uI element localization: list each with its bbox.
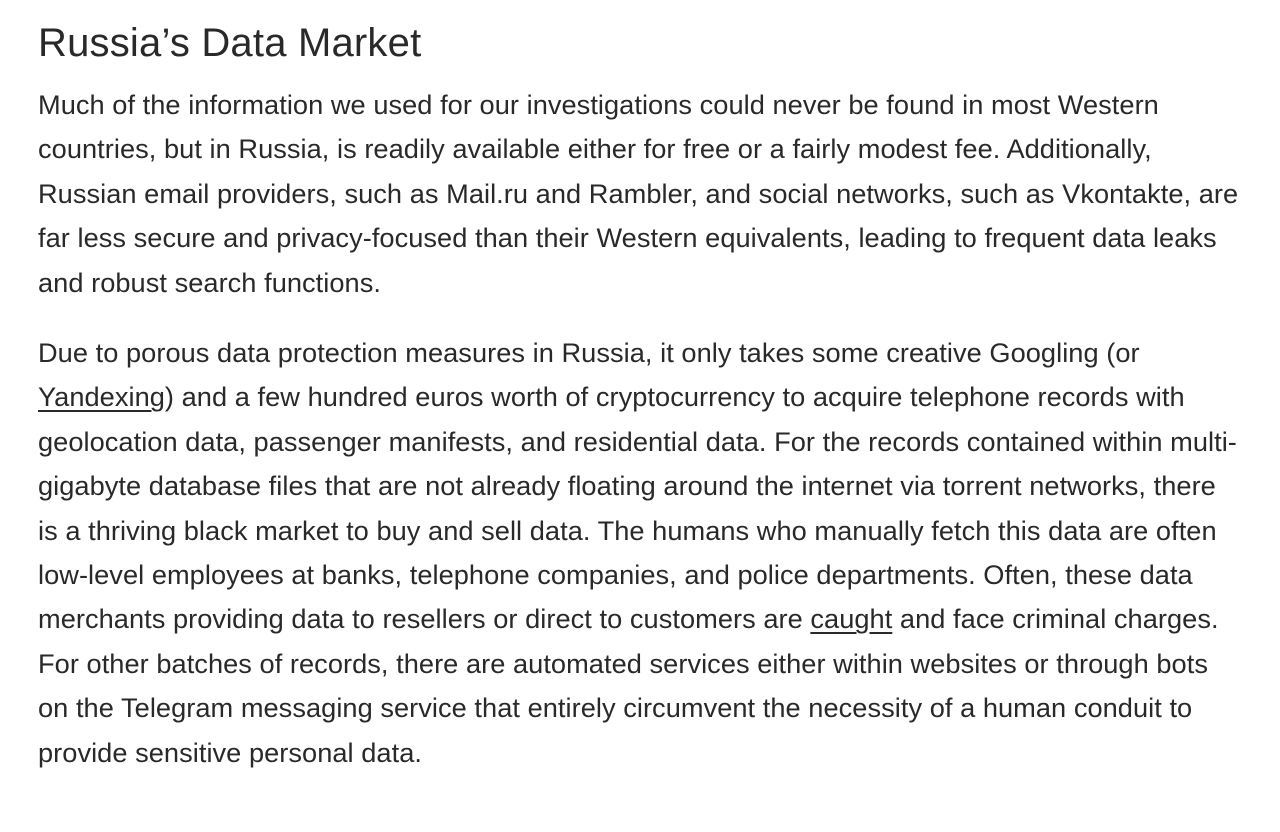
- paragraph-text-part: ) and a few hundred euros worth of cryptocurrency to acquire telephone records with geolocation data, passenger manifests, and residential data. For the records contained within multi-gigabyte database files that are not already floating around the internet via torrent networks, there is a thriving black market to buy and sell data. The humans who manually fetch this data are often low-level employees at banks, telephone companies, and police departments. Often, these data merchants providing data to resellers or direct to customers are: [38, 381, 1237, 635]
- paragraph-intro: Much of the information we used for our investigations could never be found in most Western countries, but in Russia, is readily available either for free or a fairly modest fee. Additionally, Russian email providers, such as Mail.ru and Rambler, and social networks, such as Vkontakte, are far less secure and privacy-focused than their Western equivalents, leading to frequent data leaks and robust search functions.: [38, 89, 1239, 298]
- paragraph-data-market: [38, 331, 1243, 775]
- caught-link[interactable]: caught: [810, 603, 893, 635]
- paragraph-text-part: Due to porous data protection measures in Russia, it only takes some creative Googling (or: [38, 337, 1140, 369]
- paragraph-text-part: and face criminal charges. For other batches of records, there are automated services either within websites or through bots on the Telegram messaging service that entirely circumvent the necessity of a human conduit to provide sensitive personal data.: [38, 603, 1219, 768]
- yandexing-link[interactable]: Yandexing: [38, 381, 165, 413]
- section-heading: Russia’s Data Market: [38, 21, 422, 65]
- article-body: [38, 18, 1243, 775]
